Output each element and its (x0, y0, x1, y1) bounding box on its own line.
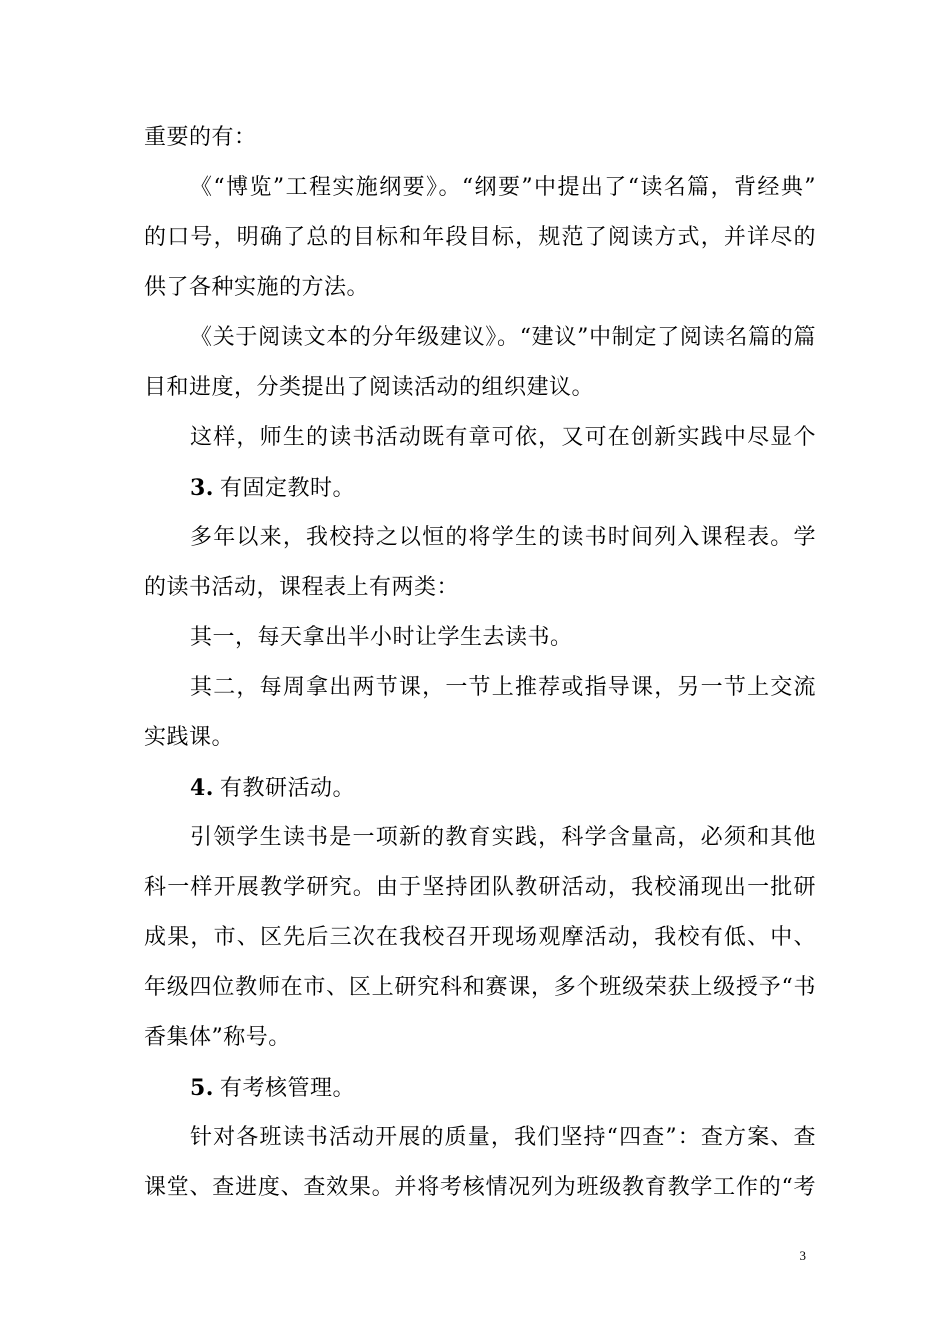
line-text: 实践课。 (144, 725, 235, 750)
line-text: 年级四位教师在市、区上研究科和赛课，多个班级荣获上级授予“书 (144, 975, 816, 1000)
text-line (144, 513, 816, 563)
text-line (144, 963, 816, 1013)
line-text: 有教研活动。 (219, 776, 355, 801)
section-number: 3. (190, 475, 214, 501)
line-text: 这样，师生的读书活动既有章可依，又可在创新实践中尽显个 (190, 425, 816, 450)
line-text: 其二，每周拿出两节课，一节上推荐或指导课，另一节上交流 (190, 675, 816, 700)
line-text: 其一，每天拿出半小时让学生去读书。 (190, 625, 573, 650)
section-number: 5. (190, 1075, 214, 1101)
text-line (144, 313, 816, 363)
section-number: 4. (190, 775, 214, 801)
line-text: 有固定教时。 (219, 476, 355, 501)
line-text: 《关于阅读文本的分年级建议》。“建议”中制定了阅读名篇的篇 (190, 325, 816, 350)
text-line (144, 163, 816, 213)
text-line (144, 813, 816, 863)
section-heading (144, 463, 816, 513)
section-heading (144, 763, 816, 813)
text-line (144, 663, 816, 713)
line-text: 引领学生读书是一项新的教育实践，科学含量高，必须和其他 (190, 825, 816, 850)
text-line (144, 113, 816, 163)
text-line (144, 613, 816, 663)
text-line (144, 413, 816, 463)
text-line (144, 1113, 816, 1163)
line-text: 供了各种实施的方法。 (144, 275, 370, 300)
page-body (144, 113, 816, 1213)
line-text: 课堂、查进度、查效果。并将考核情况列为班级教育教学工作的“考 (144, 1175, 816, 1200)
line-text: 针对各班读书活动开展的质量，我们坚持“四查”：查方案、查 (190, 1125, 816, 1150)
text-line (144, 1013, 816, 1063)
line-text: 重要的有： (144, 125, 257, 150)
text-line (144, 913, 816, 963)
line-text: 有考核管理。 (219, 1076, 355, 1101)
line-text: 《“博览”工程实施纲要》。“纲要”中提出了“读名篇，背经典” (190, 175, 816, 200)
line-text: 的口号，明确了总的目标和年段目标，规范了阅读方式，并详尽的 (144, 225, 816, 250)
text-line (144, 863, 816, 913)
text-line (144, 1163, 816, 1213)
text-line (144, 363, 816, 413)
text-line (144, 263, 816, 313)
text-line (144, 563, 816, 613)
line-text: 香集体”称号。 (144, 1025, 291, 1050)
line-text: 科一样开展教学研究。由于坚持团队教研活动，我校涌现出一批研 (144, 875, 816, 900)
text-line (144, 713, 816, 763)
line-text: 成果，市、区先后三次在我校召开现场观摩活动，我校有低、中、 (144, 925, 816, 950)
line-text: 的读书活动，课程表上有两类： (144, 575, 460, 600)
page-number: 3 (799, 1248, 806, 1263)
line-text: 多年以来，我校持之以恒的将学生的读书时间列入课程表。学 (190, 525, 816, 550)
text-line (144, 213, 816, 263)
section-heading (144, 1063, 816, 1113)
line-text: 目和进度，分类提出了阅读活动的组织建议。 (144, 375, 595, 400)
